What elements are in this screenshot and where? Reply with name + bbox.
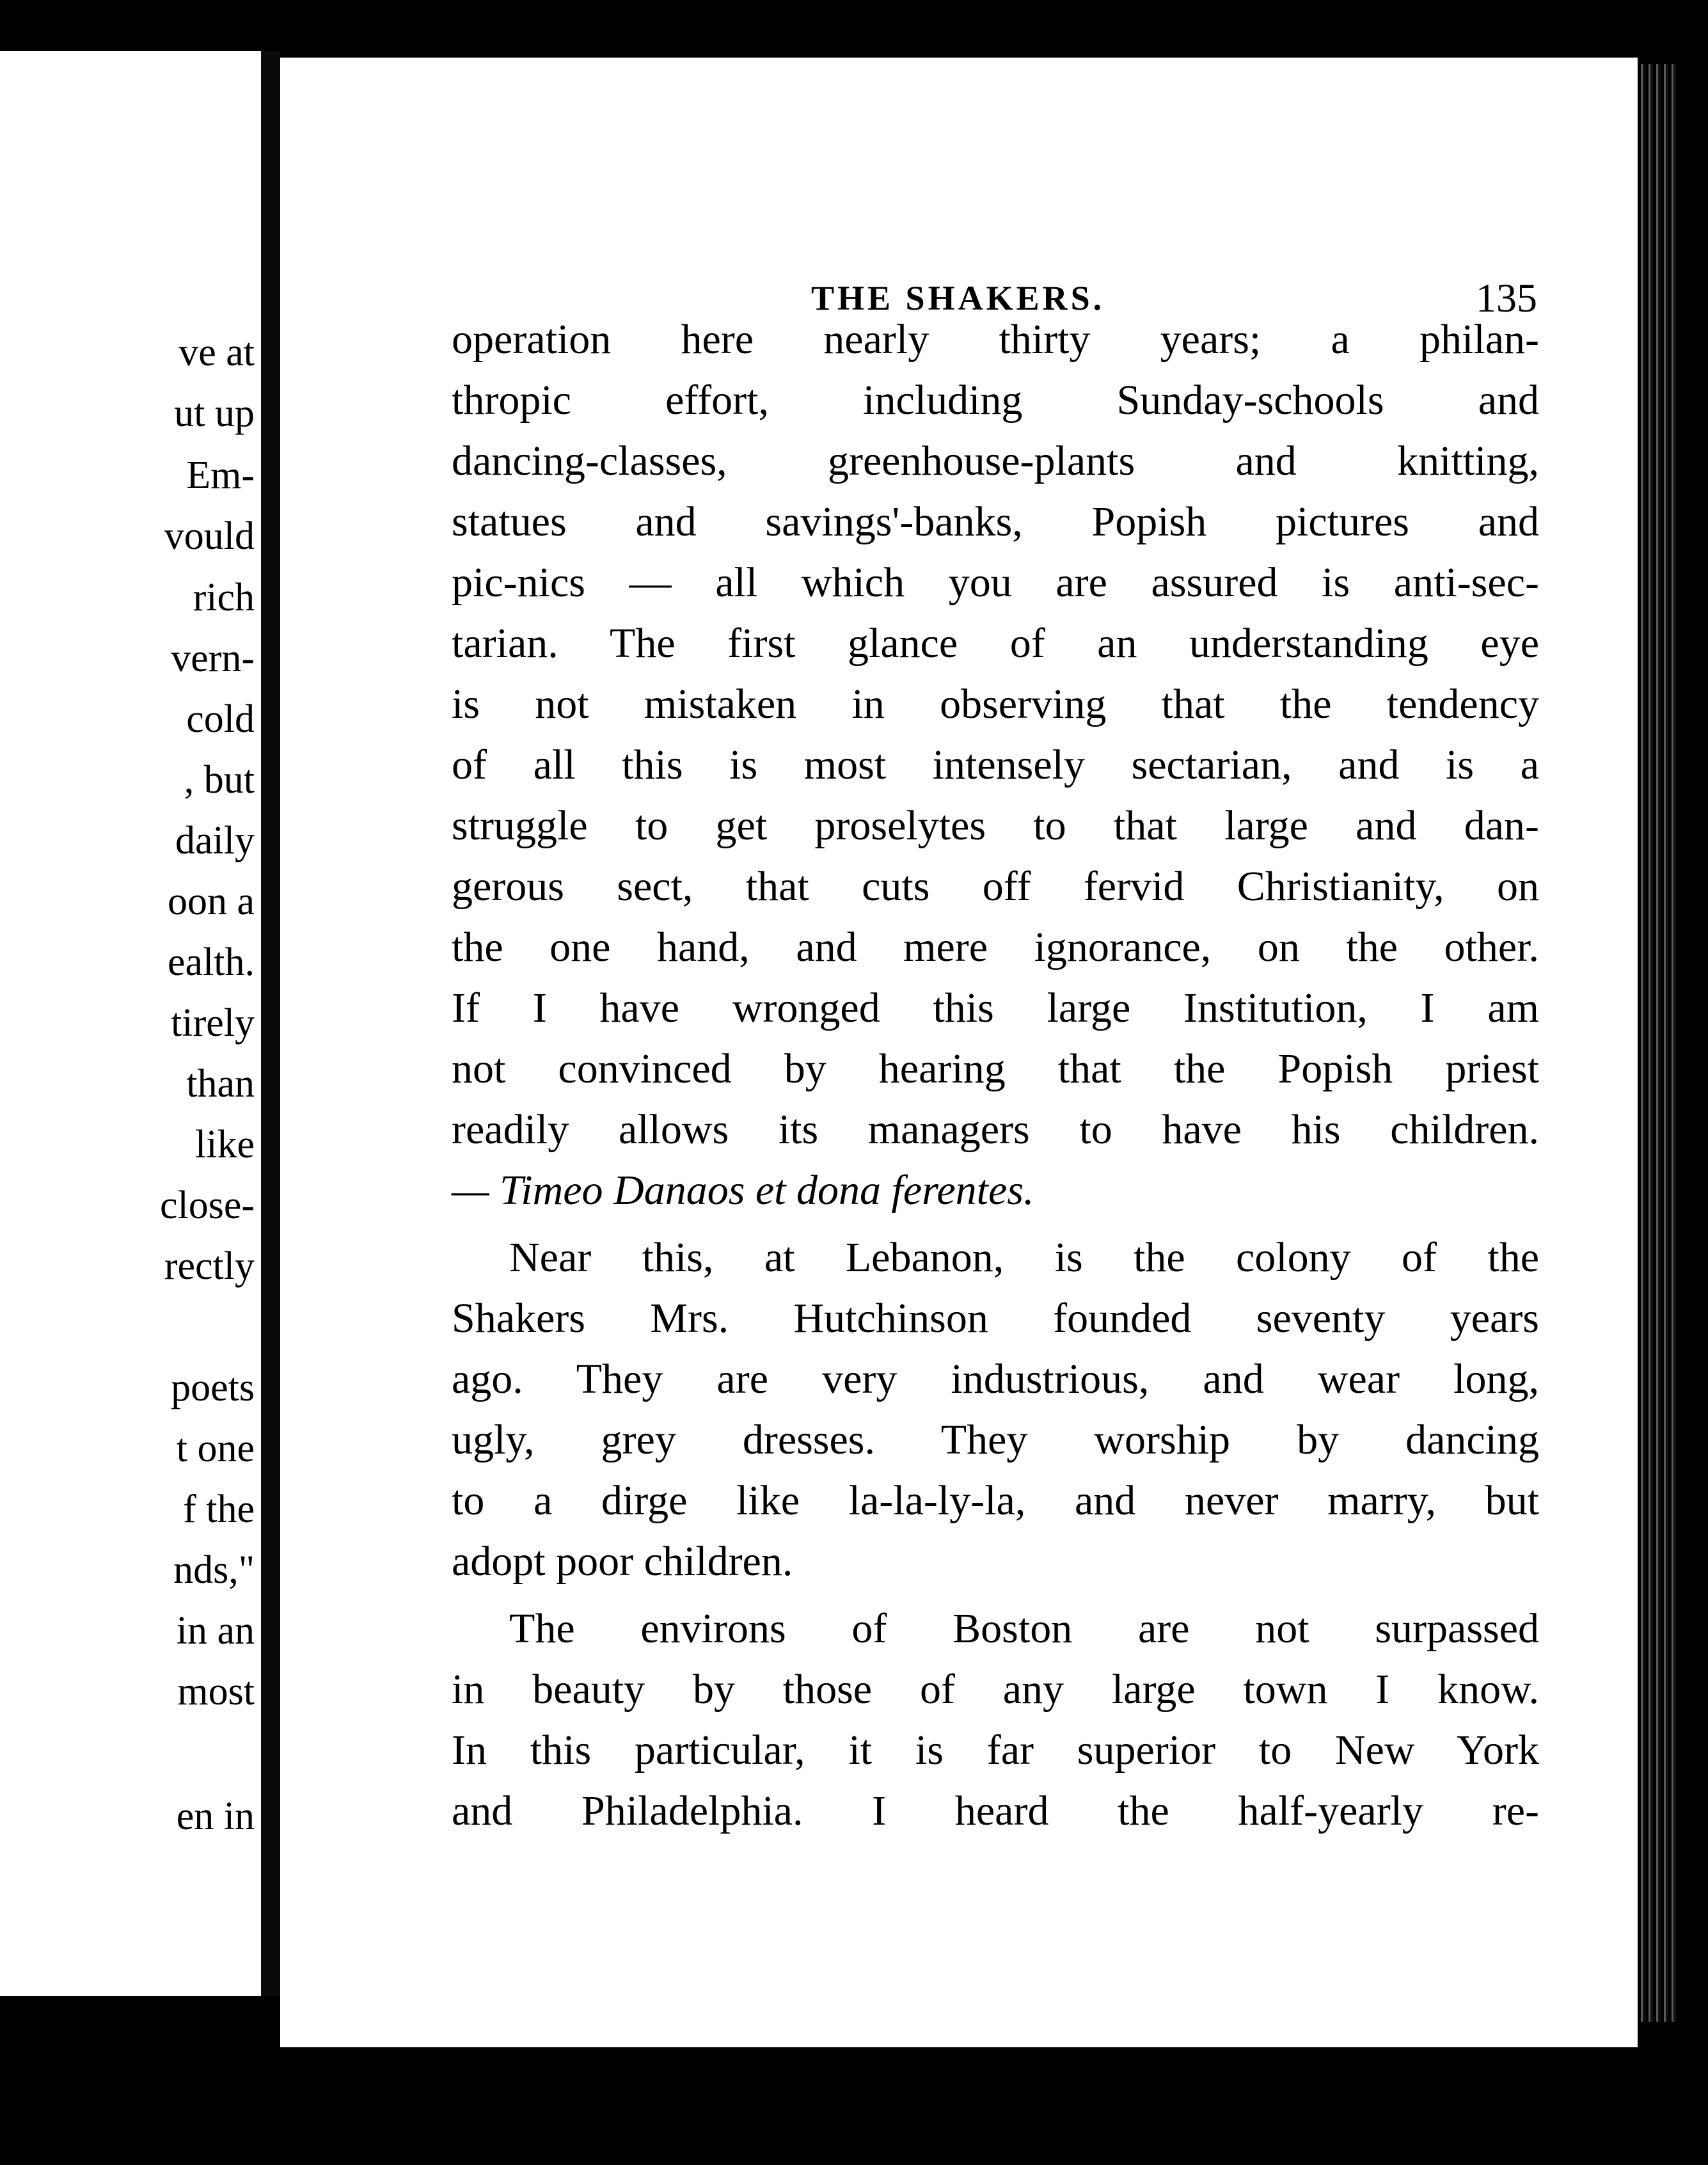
- left-page-line-fragment: poets: [171, 1366, 255, 1409]
- body-line: operation here nearly thirty years; a philan-: [452, 316, 1539, 363]
- body-line: in beauty by those of any large town I know.: [452, 1666, 1539, 1713]
- left-page-line-fragment: tirely: [171, 1001, 255, 1045]
- body-line: and Philadelphia. I heard the half-yearly re-: [452, 1788, 1539, 1834]
- body-line: If I have wronged this large Institution, I am: [452, 985, 1539, 1031]
- left-page-line-fragment: oon a: [167, 880, 255, 923]
- right-page: [280, 58, 1638, 2047]
- left-page-line-fragment: cold: [186, 697, 255, 741]
- left-page-line-fragment: rich: [193, 576, 255, 619]
- left-page-line-fragment: nds,": [173, 1548, 255, 1592]
- left-page-line-fragment: in an: [176, 1609, 255, 1653]
- body-line: ugly, grey dresses. They worship by dancing: [452, 1416, 1539, 1463]
- latin-quotation: — Timeo Danaos et dona ferentes.: [452, 1167, 1034, 1214]
- left-page-line-fragment: most: [177, 1670, 255, 1713]
- left-page-line-fragment: en in: [176, 1795, 255, 1838]
- running-title: THE SHAKERS.: [811, 279, 1105, 317]
- left-page-line-fragment: than: [186, 1062, 255, 1106]
- book-gutter: [261, 51, 280, 1996]
- left-page-line-fragment: close-: [159, 1184, 255, 1227]
- left-page: [0, 51, 261, 1996]
- body-line: The environs of Boston are not surpassed: [509, 1605, 1539, 1652]
- left-page-line-fragment: Em-: [186, 454, 255, 497]
- left-page-line-fragment: rectly: [164, 1244, 255, 1288]
- left-page-line-fragment: ut up: [174, 392, 255, 435]
- body-line: dancing-classes, greenhouse-plants and knitting,: [452, 438, 1539, 484]
- left-page-line-fragment: f the: [183, 1487, 255, 1531]
- body-line: Shakers Mrs. Hutchinson founded seventy years: [452, 1295, 1539, 1342]
- body-line: thropic effort, including Sunday-schools and: [452, 377, 1539, 424]
- left-page-line-fragment: like: [195, 1123, 255, 1166]
- body-line: Near this, at Lebanon, is the colony of the: [509, 1234, 1539, 1281]
- left-page-line-fragment: , but: [184, 758, 255, 802]
- body-line: statues and savings'-banks, Popish pictures and: [452, 498, 1539, 545]
- page-edge: [1638, 64, 1676, 2022]
- body-line: readily allows its managers to have his children.: [452, 1106, 1539, 1153]
- body-line: ago. They are very industrious, and wear long,: [452, 1356, 1539, 1402]
- left-page-line-fragment: vern-: [171, 637, 255, 680]
- page-number: 135: [1476, 275, 1537, 321]
- left-page-line-fragment: daily: [175, 819, 255, 862]
- body-line: tarian. The first glance of an understanding eye: [452, 620, 1539, 667]
- body-line: struggle to get proselytes to that large and dan-: [452, 802, 1539, 849]
- body-line: to a dirge like la-la-ly-la, and never marry, but: [452, 1477, 1539, 1524]
- body-line: is not mistaken in observing that the tendency: [452, 681, 1539, 727]
- left-page-line-fragment: ve at: [178, 331, 255, 374]
- body-line: the one hand, and mere ignorance, on the other.: [452, 924, 1539, 971]
- body-line: adopt poor children.: [452, 1538, 793, 1585]
- left-page-line-fragment: vould: [164, 514, 255, 558]
- left-page-line-fragment: ealth.: [168, 940, 255, 984]
- body-line: In this particular, it is far superior to New York: [452, 1727, 1539, 1773]
- body-line: not convinced by hearing that the Popish priest: [452, 1045, 1539, 1092]
- body-line: of all this is most intensely sectarian, and is a: [452, 741, 1539, 788]
- body-line: pic-nics — all which you are assured is anti-sec-: [452, 559, 1539, 606]
- body-line: gerous sect, that cuts off fervid Christianity, on: [452, 863, 1539, 910]
- left-page-line-fragment: t one: [176, 1427, 255, 1470]
